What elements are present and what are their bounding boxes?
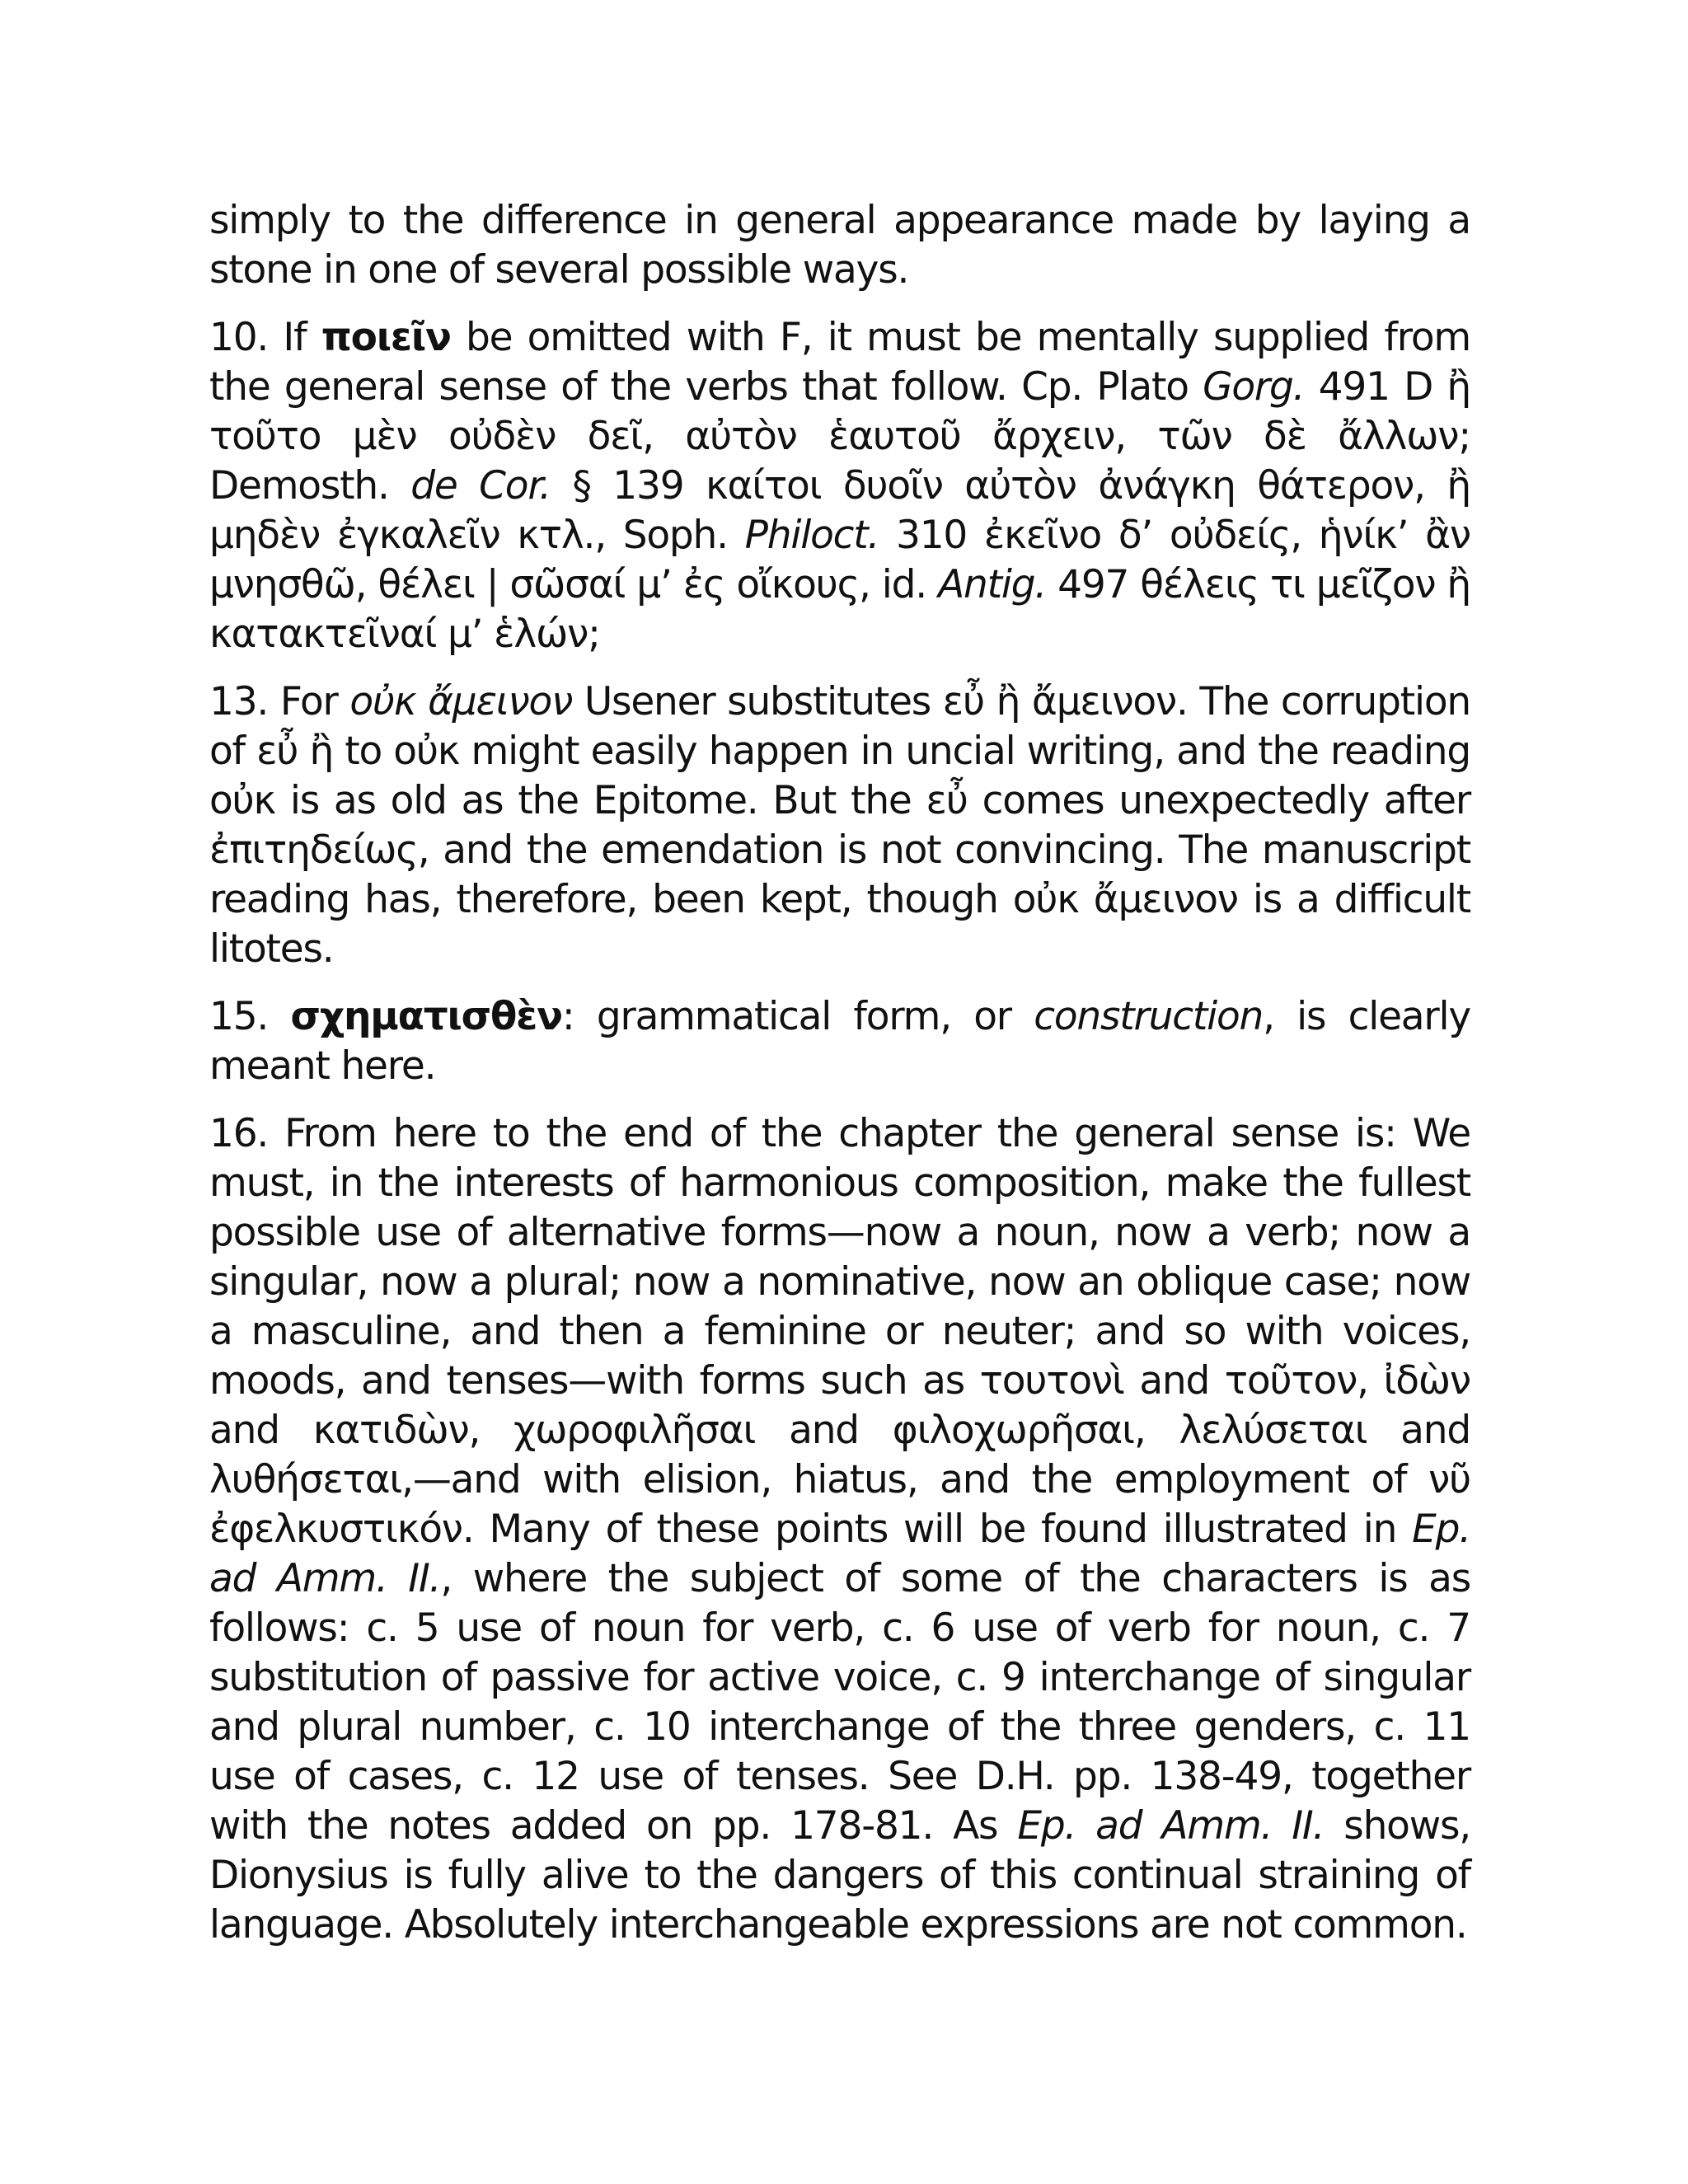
text-run: shows, Dionysius is fully alive to the dangers of this continual straining of language. Absolutely interchangeable expressions are not common.	[209, 1803, 1470, 1947]
text-run: 491 D ἢ τοῦτο μὲν οὐδὲν δεῖ, αὐτὸν ἑαυτοῦ ἄρχειν, τῶν δὲ ἄλλων; Demosth.	[209, 364, 1470, 509]
text-run: 15.	[209, 994, 291, 1039]
text-run: 310 ἐκεῖνο δ’ οὐδείς, ἡνίκ’ ἂν μνησθῶ, θέλει | σῶσαί μ’ ἐς οἴκους, id.	[209, 513, 1470, 607]
note-10	[209, 313, 1470, 659]
text-run: 16. From here to the end of the chapter the general sense is: We must, in the interests of harmonious composition, make the fullest possible use of alternative forms—now a noun, now a verb; now a singular, now a plural; now a nominative, now an oblique case; now a masculine, and then a feminine or neuter; and so with voices, moods, and tenses—with forms such as τουτονὶ and τοῦτον, ἰδὼν and κατιδὼν, χωροφιλῆσαι and φιλοχωρῆσαι, λελύσεται and λυθήσεται,—and with elision, hiatus, and the employment of νῦ ἐφελκυστικόν. Many of these points will be found illustrated in	[209, 1111, 1470, 1552]
text-run: Ep. ad Amm. II.	[1017, 1803, 1325, 1849]
text-run: Philoct.	[744, 513, 879, 558]
text-run: , is clearly meant here.	[209, 994, 1470, 1089]
note-15	[209, 992, 1470, 1091]
text-run: simply to the difference in general appearance made by laying a stone in one of several possible ways.	[209, 198, 1470, 293]
text-run: Antig.	[938, 562, 1047, 607]
text-run: σχηματισθὲν	[290, 994, 562, 1039]
text-run: be omitted with F, it must be mentally supplied from the general sense of the verbs that follow. Cp. Plato	[209, 315, 1470, 410]
text-run: 497 θέλεις τι μεῖζον ἢ κατακτεῖναί μ’ ἑλών;	[209, 562, 1470, 657]
text-run: : grammatical form, or	[561, 994, 1034, 1039]
text-run: Usener substitutes εὖ ἢ ἄμεινον. The corruption of εὖ ἢ to οὐκ might easily happen in uncial writing, and the reading οὐκ is as old as the Epitome. But the εὖ comes unexpectedly after ἐπιτηδείως, and the emendation is not convincing. The manuscript reading has, therefore, been kept, though οὐκ ἄμεινον is a difficult litotes.	[209, 679, 1470, 972]
text-run: de Cor.	[410, 463, 551, 509]
text-run: Gorg.	[1203, 364, 1305, 410]
text-run: οὐκ ἄμεινον	[349, 679, 573, 724]
text-run: 13. For	[209, 679, 350, 724]
document-page	[209, 196, 1470, 1968]
note-13	[209, 677, 1470, 974]
text-run: , where the subject of some of the characters is as follows: c. 5 use of noun for verb, c. 6 use of verb for noun, c. 7 substitution of passive for active voice, c. 9 interchange of singular and plural number, c. 10 interchange of the three genders, c. 11 use of cases, c. 12 use of tenses. See D.H. pp. 138-49, together with the notes added on pp. 178-81. As	[209, 1556, 1470, 1849]
text-run: § 139 καίτοι δυοῖν αὐτὸν ἀνάγκη θάτερον, ἢ μηδὲν ἐγκαλεῖν κτλ., Soph.	[209, 463, 1470, 558]
text-run: Ep. ad Amm. II.	[209, 1507, 1470, 1601]
paragraph-continuation	[209, 196, 1470, 295]
note-16	[209, 1109, 1470, 1950]
text-run: ποιεῖν	[321, 315, 451, 360]
text-run: construction	[1034, 994, 1264, 1039]
text-run: 10. If	[209, 315, 321, 360]
